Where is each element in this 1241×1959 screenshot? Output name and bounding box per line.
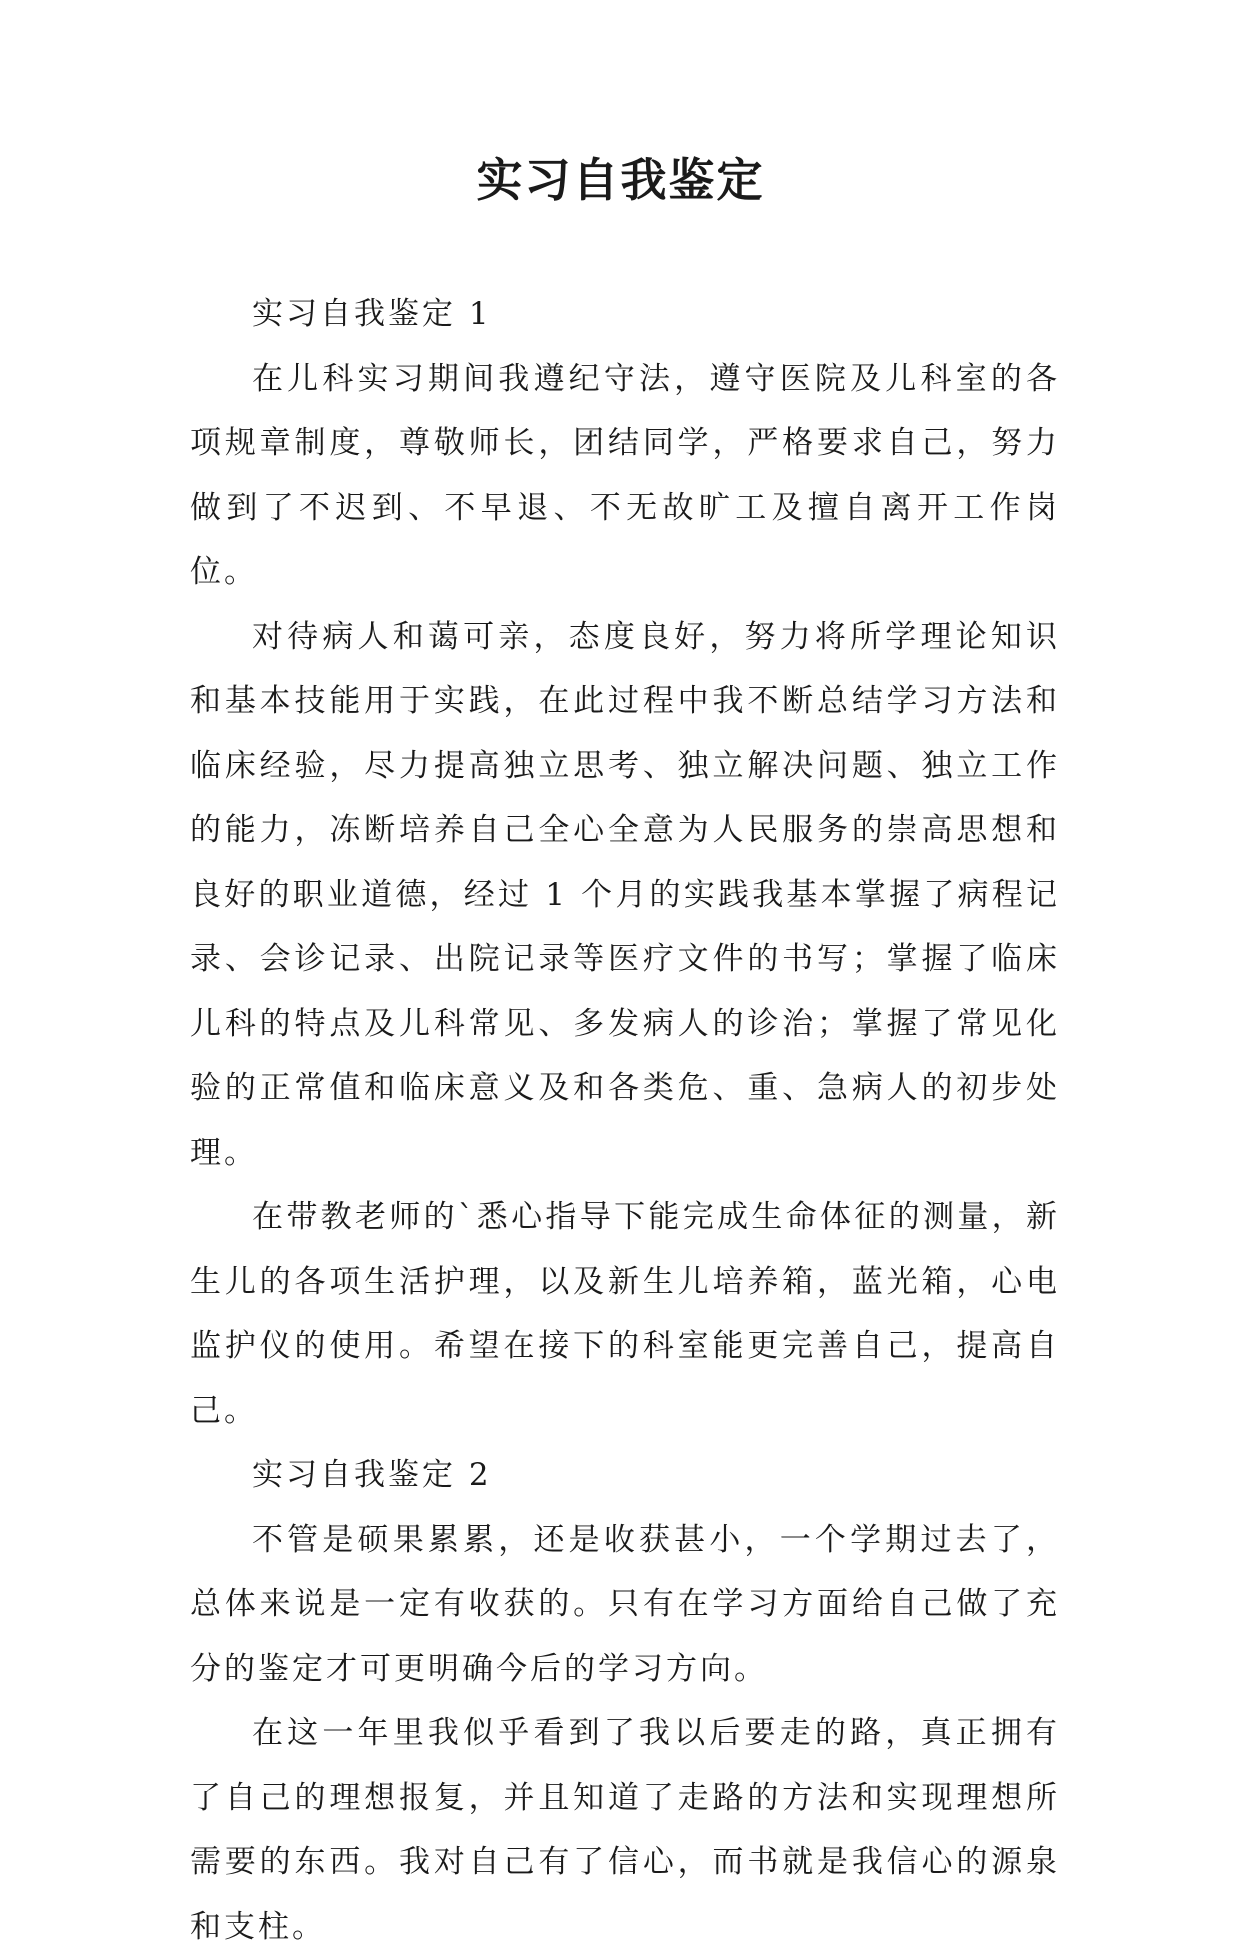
document-body (190, 282, 1060, 1959)
section-heading-2: 实习自我鉴定 2 (252, 1457, 492, 1493)
document-title: 实习自我鉴定 (476, 153, 765, 207)
paragraph: 在这一年里我似乎看到了我以后要走的路，真正拥有了自己的理想报复，并且知道了走路的方法和实现理想所需要的东西。我对自己有了信心，而书就是我信心的源泉和支柱。 (190, 1715, 1060, 1945)
paragraph: 不管是硕果累累，还是收获甚小，一个学期过去了，总体来说是一定有收获的。只有在学习方面给自己做了充分的鉴定才可更明确今后的学习方向。 (190, 1521, 1060, 1687)
paragraph: 在带教老师的`悉心指导下能完成生命体征的测量，新生儿的各项生活护理，以及新生儿培养箱，蓝光箱，心电监护仪的使用。希望在接下的科室能更完善自己，提高自己。 (190, 1199, 1060, 1429)
paragraph: 在儿科实习期间我遵纪守法，遵守医院及儿科室的各项规章制度，尊敬师长，团结同学，严格要求自己，努力做到了不迟到、不早退、不无故旷工及擅自离开工作岗位。 (190, 360, 1060, 590)
section-heading-1: 实习自我鉴定 1 (252, 296, 492, 332)
paragraph: 对待病人和蔼可亲，态度良好，努力将所学理论知识和基本技能用于实践，在此过程中我不断总结学习方法和临床经验，尽力提高独立思考、独立解决问题、独立工作的能力，冻断培养自己全心全意为人民服务的崇高思想和良好的职业道德，经过 1 个月的实践我基本掌握了病程记录、会诊记录、出院记录等医疗文件的书写；掌握了临床儿科的特点及儿科常见、多发病人的诊治；掌握了常见化验的正常值和临床意义及和各类危、重、急病人的初步处理。 (190, 618, 1060, 1171)
